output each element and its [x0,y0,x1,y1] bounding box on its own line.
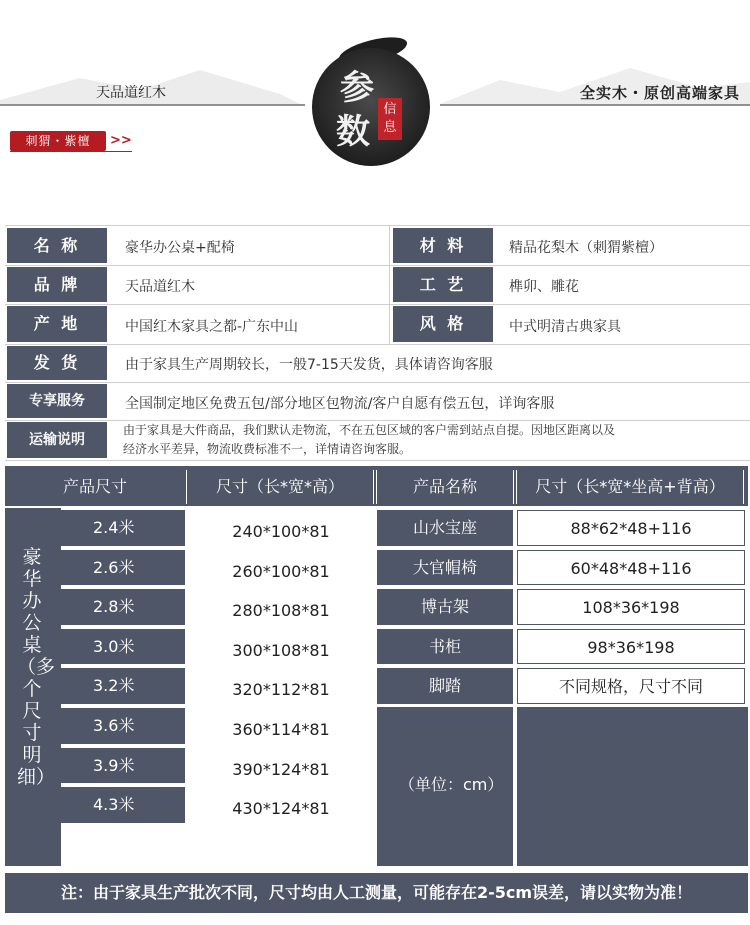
transport-label: 运输说明 [7,422,107,458]
header-divider-left [0,104,305,106]
header-banner [0,0,750,215]
product-name-cell: 脚踏 [377,668,513,704]
origin-value: 中国红木家具之都-广东中山 [125,319,299,335]
desk-dimension-cell: 390*124*81 [189,752,373,788]
desk-group-label: 豪华办公桌（多个尺寸明细） [17,546,56,788]
wood-type-tag: 刺猬・紫檀 [10,131,106,151]
unit-note: （单位：cm） [399,775,504,794]
brand-value: 天品道红木 [125,279,195,295]
product-dimension-cell: 88*62*48+116 [517,510,745,546]
material-value: 精品花梨木（刺猬紫檀） [509,240,663,256]
desk-length-cell: 4.3米 [61,787,185,823]
transport-line-1: 由于家具是大件商品，我们默认走物流，不在五包区域的客户需到站点自提。因地区距离以及 [123,423,616,437]
header-product-size: 产品尺寸 [9,470,181,504]
service-value: 全国制定地区免费五包/部分地区包物流/客户自愿有偿五包，详询客服 [125,396,555,412]
material-label: 材 料 [393,228,493,263]
header-divider-right [440,104,750,106]
desk-length-cell: 3.9米 [61,748,185,784]
badge-char-top: 参 [340,68,374,108]
info-row [5,420,750,461]
brand-label: 品 牌 [7,267,107,302]
product-name-cell: 博古架 [377,589,513,625]
header-chair-dimension: 尺寸（长*宽*坐高+背高） [517,470,743,504]
header-dimension: 尺寸（长*宽*高） [187,470,373,504]
name-label: 名 称 [7,228,107,263]
product-dimension-cell: 60*48*48+116 [517,550,745,586]
desk-length-cell: 2.6米 [61,550,185,586]
measurement-note: 注：由于家具生产批次不同，尺寸均由人工测量，可能存在2-5cm误差，请以实物为准！ [5,873,748,913]
info-row [5,382,750,421]
desk-length-cell: 2.8米 [61,589,185,625]
product-name-cell: 大官帽椅 [377,550,513,586]
style-label: 风 格 [393,306,493,342]
desk-dimension-cell: 240*100*81 [189,514,373,550]
brand-name: 天品道红木 [96,85,166,101]
column-divider [389,304,390,344]
size-table [5,466,748,866]
origin-label: 产 地 [7,306,107,342]
product-info-table [5,225,750,456]
product-name-cell: 书柜 [377,629,513,665]
header-product-name: 产品名称 [377,470,513,504]
name-value: 豪华办公桌+配椅 [125,240,235,256]
blank-block [517,707,748,866]
desk-length-cell: 3.2米 [61,668,185,704]
desk-dimension-cell: 320*112*81 [189,672,373,708]
info-row [5,344,750,383]
ship-value: 由于家具生产周期较长，一般7-15天发货，具体请咨询客服 [125,357,493,373]
craft-label: 工 艺 [393,267,493,302]
desk-length-cell: 3.0米 [61,629,185,665]
ship-label: 发 货 [7,346,107,380]
product-name-cell: 山水宝座 [377,510,513,546]
desk-dimension-cell: 260*100*81 [189,554,373,590]
chevron-right-icon: >> [110,133,132,148]
info-row [5,226,750,266]
product-dimension-cell: 108*36*198 [517,589,745,625]
desk-dimension-cell: 430*124*81 [189,791,373,827]
header-slogan: 全实木・原创高端家具 [579,84,740,102]
desk-dimension-cell: 300*108*81 [189,633,373,669]
column-divider [389,265,390,304]
craft-value: 榫卯、雕花 [509,279,579,295]
info-row [5,304,750,345]
wood-tag-underline [10,151,132,152]
badge-char-bottom: 数 [336,112,370,152]
transport-line-2: 经济水平差异，物流收费标准不一，详情请咨询客服。 [123,442,412,456]
service-label: 专享服务 [7,384,107,418]
column-divider [389,226,390,265]
desk-length-cell: 2.4米 [61,510,185,546]
desk-dimension-cell: 280*108*81 [189,593,373,629]
desk-length-cell: 3.6米 [61,708,185,744]
desk-dimension-cell: 360*114*81 [189,712,373,748]
info-row [5,265,750,305]
style-value: 中式明清古典家具 [509,319,621,335]
red-seal-stamp: 信息 [378,98,402,140]
product-dimension-cell: 不同规格，尺寸不同 [517,668,745,704]
product-dimension-cell: 98*36*198 [517,629,745,665]
